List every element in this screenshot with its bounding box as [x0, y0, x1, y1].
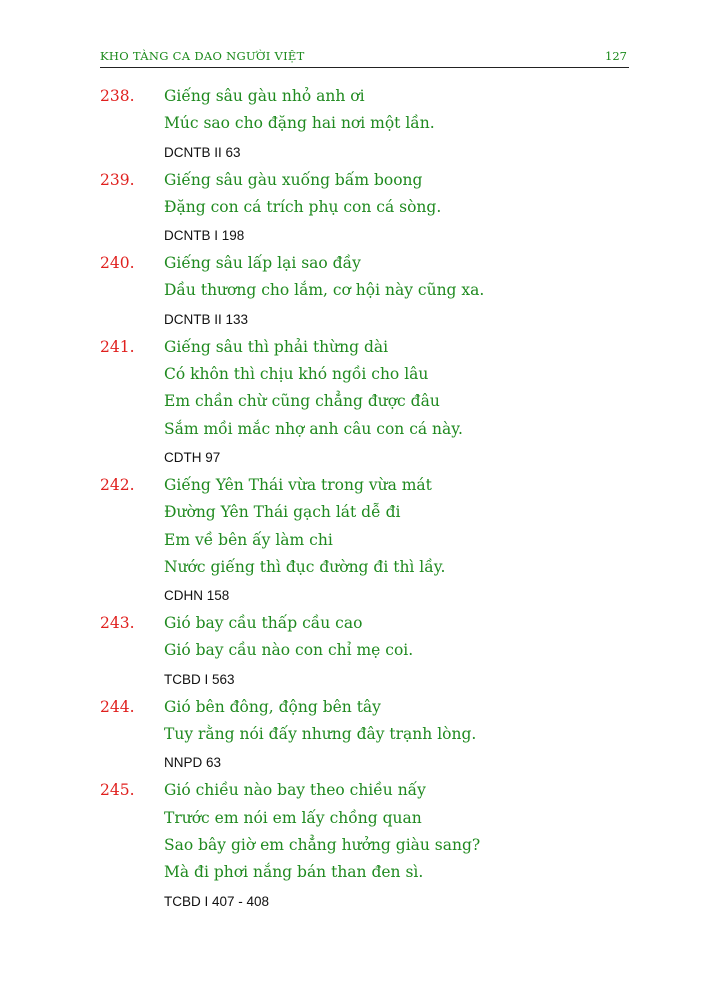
verse-entry: [100, 334, 640, 472]
verse-list: [100, 83, 640, 916]
verse-entry: [100, 777, 640, 915]
verse-row: [100, 110, 640, 137]
verse-line: Đặng con cá trích phụ con cá sòng.: [164, 197, 442, 216]
verse-line: Giếng Yên Thái vừa trong vừa mát: [164, 475, 432, 494]
verse-line: Dầu thương cho lắm, cơ hội này cũng xa.: [164, 281, 485, 300]
verse-row: [100, 416, 640, 443]
verse-line: Gió bên đông, động bên tây: [164, 697, 381, 716]
verse-number: 238.: [100, 87, 135, 105]
verse-line: Gió bay cầu thấp cầu cao: [164, 614, 363, 633]
verse-row: [100, 83, 640, 110]
verse-row: [100, 805, 640, 832]
verse-line: Mà đi phơi nắng bán than đen sì.: [164, 863, 424, 882]
verse-line: Em về bên ấy làm chi: [164, 530, 333, 549]
verse-line: Sắm mồi mắc nhợ anh câu con cá này.: [164, 419, 463, 438]
page-header: [100, 49, 629, 68]
verse-row: [100, 194, 640, 221]
verse-row: [100, 694, 640, 721]
verse-row: [100, 361, 640, 388]
verse-row: [100, 250, 640, 277]
verse-source: NNPD 63: [164, 755, 222, 771]
verse-row: [100, 167, 640, 194]
verse-row: [100, 554, 640, 581]
verse-line: Trước em nói em lấy chồng quan: [164, 808, 422, 827]
verse-source: TCBD I 407 - 408: [164, 893, 270, 909]
verse-source: CDHN 158: [164, 588, 230, 604]
verse-line: Múc sao cho đặng hai nơi một lần.: [164, 114, 435, 133]
verse-entry: [100, 694, 640, 778]
verse-number: 244.: [100, 697, 135, 716]
page-number: 127: [605, 49, 627, 63]
verse-entry: [100, 472, 640, 610]
verse-source: DCNTB II 63: [164, 144, 241, 160]
verse-source: DCNTB I 198: [164, 228, 245, 244]
verse-row: [100, 637, 640, 664]
verse-line: Nước giếng thì đục đường đi thì lầy.: [164, 557, 446, 576]
verse-entry: [100, 610, 640, 694]
verse-source: CDTH 97: [164, 449, 221, 465]
verse-number: 242.: [100, 475, 135, 494]
verse-row: [100, 277, 640, 304]
verse-line: Gió chiều nào bay theo chiều nấy: [164, 781, 426, 800]
verse-line: Giếng sâu gàu xuống bấm boong: [164, 170, 423, 189]
verse-line: Có khôn thì chịu khó ngồi cho lâu: [164, 365, 429, 384]
verse-row: [100, 527, 640, 554]
verse-entry: [100, 83, 640, 167]
verse-row: [100, 859, 640, 886]
verse-number: 240.: [100, 254, 135, 273]
verse-line: Giếng sâu thì phải thừng dài: [164, 337, 389, 356]
verse-entry: [100, 167, 640, 251]
verse-line: Sao bây giờ em chẳng hưởng giàu sang?: [164, 835, 481, 854]
verse-row: [100, 472, 640, 499]
verse-row: [100, 610, 640, 637]
verse-entry: [100, 250, 640, 334]
verse-number: 239.: [100, 170, 135, 189]
verse-row: [100, 388, 640, 415]
verse-row: [100, 777, 640, 804]
verse-row: [100, 499, 640, 526]
verse-number: 241.: [100, 337, 135, 356]
verse-number: 245.: [100, 781, 135, 800]
verse-line: Đường Yên Thái gạch lát dễ đi: [164, 503, 401, 522]
verse-source: DCNTB II 133: [164, 311, 249, 327]
verse-line: Giếng sâu gàu nhỏ anh ơi: [164, 87, 365, 105]
verse-source: TCBD I 563: [164, 671, 235, 687]
verse-line: Giếng sâu lấp lại sao đầy: [164, 254, 361, 273]
running-title: KHO TÀNG CA DAO NGƯỜI VIỆT: [100, 49, 305, 63]
verse-number: 243.: [100, 614, 135, 633]
verse-line: Em chần chừ cũng chẳng được đâu: [164, 392, 440, 411]
verse-line: Tuy rằng nói đấy nhưng đây trạnh lòng.: [164, 725, 477, 744]
verse-line: Gió bay cầu nào con chỉ mẹ coi.: [164, 641, 414, 660]
verse-row: [100, 832, 640, 859]
verse-row: [100, 334, 640, 361]
verse-row: [100, 721, 640, 748]
